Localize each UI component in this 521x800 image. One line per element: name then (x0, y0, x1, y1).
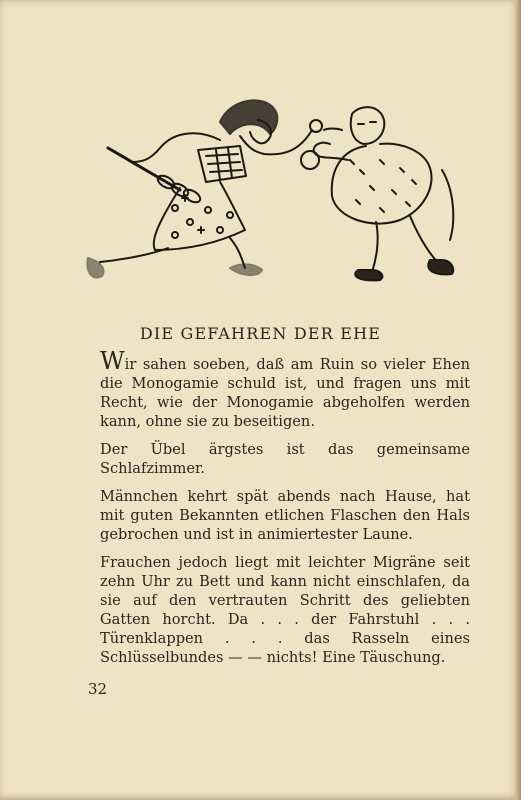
paragraph-text: ir sahen soeben, daß am Ruin so vieler Ehen die Monogamie schuld ist, und fragen uns mit Recht, wie der Monogamie abgeholfen werden kann, ohne sie zu beseitigen. (100, 356, 470, 430)
page-number: 32 (88, 680, 108, 698)
paragraph: Männchen kehrt spät abends nach Hause, hat mit guten Bekannten etlichen Flaschen den Hals gebrochen und ist in animiertester Laune. (100, 488, 470, 543)
woman-figure (87, 100, 322, 277)
chapter-title: DIE GEFAHREN DER EHE (139, 324, 382, 343)
page-spine-shadow (515, 0, 521, 800)
man-figure (301, 107, 453, 280)
paragraph: Der Übel ärgstes ist das gemeinsame Schlafzimmer. (100, 441, 470, 477)
quarreling-couple-illustration (80, 90, 465, 295)
drop-cap: W (100, 347, 125, 375)
paragraph: Frauchen jedoch liegt mit leichter Migräne seit zehn Uhr zu Bett und kann nicht einschlafen, da sie auf den vertrauten Schritt des geliebten Gatten horcht. Da . . . der Fahrstuhl . . . Türenklappen . . . das Rasseln eines Schlüsselbundes — — nichts! Eine Täuschung. (100, 554, 470, 666)
paragraph (100, 347, 470, 431)
body-text (100, 347, 470, 676)
